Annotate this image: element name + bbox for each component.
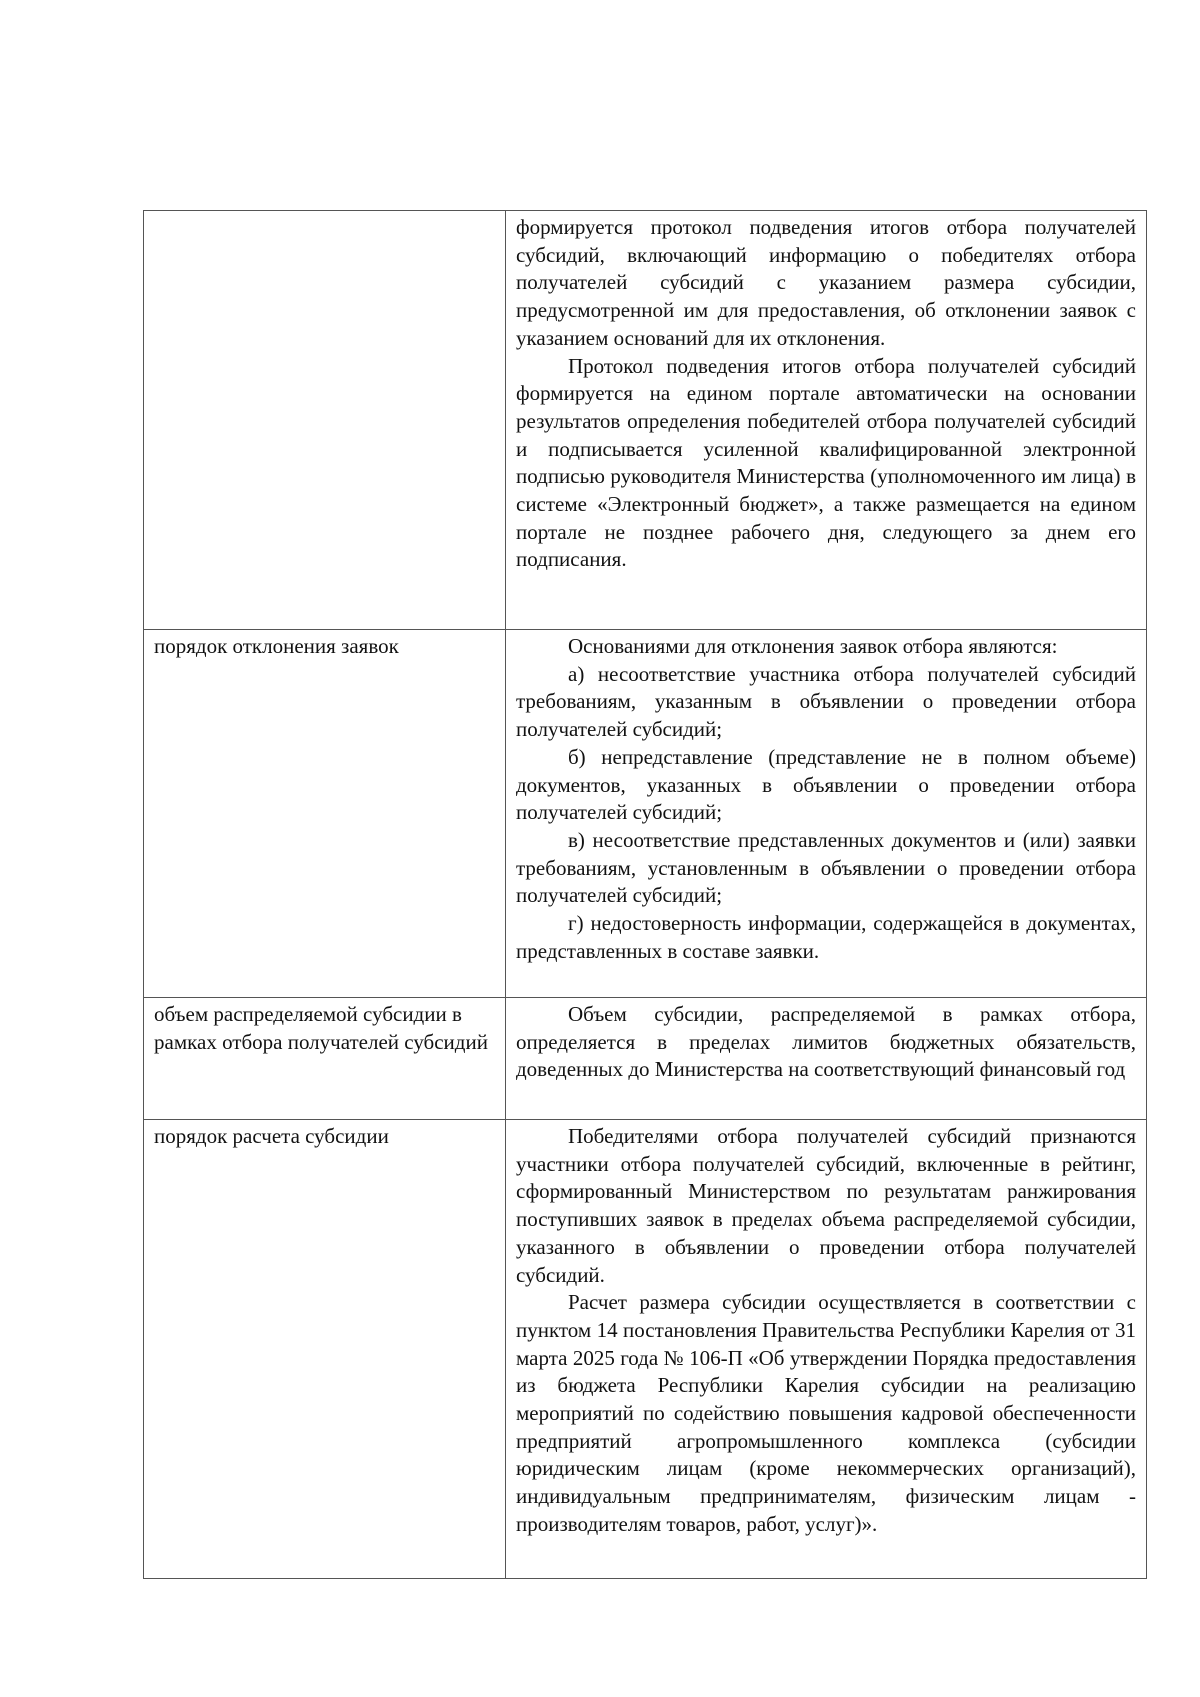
paragraph: Основаниями для отклонения заявок отбора являются: [568,634,1058,658]
row-text [506,1120,1147,1579]
row-label: порядок расчета субсидии [144,1120,506,1579]
paragraph: формируется протокол подведения итогов отбора получателей субсидий, включающий информацию о победителях отбора получателей субсидий с указанием размера субсидии, предусмотренной им для предоставления, об отклонении заявок с указанием оснований для их отклонения. [516,215,1136,350]
list-item: б) непредставление (представление не в полном объеме) документов, указанных в объявлении о проведении отбора получателей субсидий; [516,744,1136,825]
paragraph: Объем субсидии, распределяемой в рамках отбора, определяется в пределах лимитов бюджетных обязательств, доведенных до Министерства на соответствующий финансовый год [516,1002,1136,1082]
row-text [506,998,1147,1120]
list-item: а) несоответствие участника отбора получателей субсидий требованиям, указанным в объявлении о проведении отбора получателей субсидий; [516,661,1136,742]
row-label: объем распределяемой субсидии в рамках отбора получателей субсидий [144,998,506,1120]
paragraph: Протокол подведения итогов отбора получателей субсидий формируется на едином портале автоматически на основании результатов определения победителей отбора получателей субсидий и подписывается усиленной квалифицированной электронной подписью руководителя Министерства (уполномоченного им лица) в системе «Электронный бюджет», а также размещается на едином портале не позднее рабочего дня, следующего за днем его подписания. [516,353,1136,572]
list-item: г) недостоверность информации, содержащейся в документах, представленных в составе заявки. [516,911,1136,963]
row-text [506,211,1147,630]
row-label [144,211,506,630]
table-row [144,1120,1147,1579]
table-row [144,998,1147,1120]
list-item: в) несоответствие представленных документов и (или) заявки требованиям, установленным в объявлении о проведении отбора получателей субсидий; [516,827,1136,908]
row-text [506,630,1147,998]
document-table [143,210,1147,1579]
table-row [144,211,1147,630]
row-label: порядок отклонения заявок [144,630,506,998]
paragraph: Расчет размера субсидии осуществляется в соответствии с пунктом 14 постановления Правительства Республики Карелия от 31 марта 2025 года № 106-П «Об утверждении Порядка предоставления из бюджета Республики Карелия субсидии на реализацию мероприятий по содействию повышения кадровой обеспеченности предприятий агропромышленного комплекса (субсидии юридическим лицам (кроме некоммерческих организаций), индивидуальным предпринимателям, физическим лицам - производителям товаров, работ, услуг)». [516,1290,1136,1536]
table-row [144,630,1147,998]
paragraph: Победителями отбора получателей субсидий признаются участники отбора получателей субсидий, включенные в рейтинг, сформированный Министерством по результатам ранжирования поступивших заявок в пределах объема распределяемой субсидии, указанного в объявлении о проведении отбора получателей субсидий. [516,1124,1136,1287]
